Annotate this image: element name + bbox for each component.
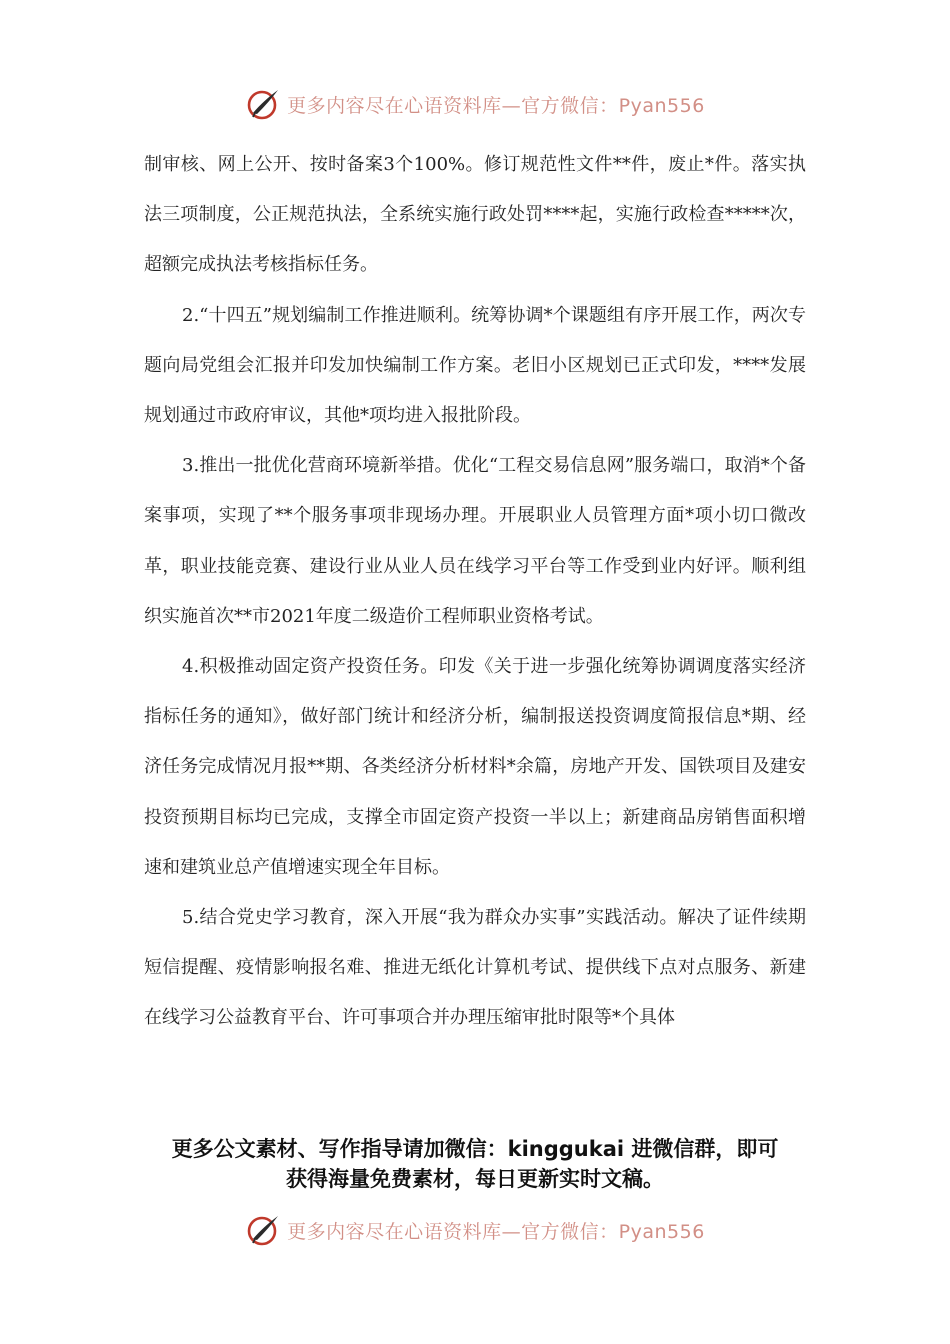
promo-note-line-2: 获得海量免费素材，每日更新实时文稿。 <box>286 1167 664 1191</box>
promo-note <box>120 1134 830 1194</box>
watermark-label: 更多内容尽在心语资料库—官方微信： <box>287 1220 619 1243</box>
promo-note-line-1: 更多公文素材、写作指导请加微信：kinggukai 进微信群，即可 <box>171 1137 779 1161</box>
paragraph-item-3: 3.推出一批优化营商环境新举措。优化“工程交易信息网”服务端口，取消*个备案事项，实现了**个服务事项非现场办理。开展职业人员管理方面*项小切口微改革，职业技能竞赛、建设行业从业人员在线学习平台等工作受到业内好评。顺利组织实施首次**市2021年度二级造价工程师职业资格考试。 <box>144 455 806 627</box>
watermark-wechat-id: Pyan556 <box>618 1220 705 1243</box>
paragraph-item-2: 2.“十四五”规划编制工作推进顺利。统筹协调*个课题组有序开展工作，两次专题向局党组会汇报并印发加快编制工作方案。老旧小区规划已正式印发，****发展规划通过市政府审议，其他*项均进入报批阶段。 <box>144 304 806 427</box>
watermark-group <box>245 86 705 122</box>
watermark-group <box>245 1212 705 1248</box>
header-watermark <box>0 82 950 126</box>
paragraph-item-4: 4.积极推动固定资产投资任务。印发《关于进一步强化统筹协调调度落实经济指标任务的通知》，做好部门统计和经济分析，编制报送投资调度简报信息*期、经济任务完成情况月报**期、各类经济分析材料*余篇，房地产开发、国铁项目及建安投资预期目标均已完成，支撑全市固定资产投资一半以上；新建商品房销售面积增速和建筑业总产值增速实现全年目标。 <box>144 656 806 878</box>
document-body <box>144 140 806 1044</box>
watermark-text <box>287 1217 705 1244</box>
watermark-text <box>287 91 705 118</box>
paragraph-item-5: 5.结合党史学习教育，深入开展“我为群众办实事”实践活动。解决了证件续期短信提醒、疫情影响报名难、推进无纸化计算机考试、提供线下点对点服务、新建在线学习公益教育平台、许可事项合并办理压缩审批时限等*个具体 <box>144 907 806 1029</box>
paragraph-continued: 制审核、网上公开、按时备案3个100%。修订规范性文件**件，废止*件。落实执法三项制度，公正规范执法，全系统实施行政处罚****起，实施行政检查*****次，超额完成执法考核指标任务。 <box>144 154 806 276</box>
footer-watermark <box>0 1208 950 1252</box>
quill-pen-logo-icon <box>245 86 281 122</box>
quill-pen-logo-icon <box>245 1212 281 1248</box>
watermark-label: 更多内容尽在心语资料库—官方微信： <box>287 94 619 117</box>
watermark-wechat-id: Pyan556 <box>618 94 705 117</box>
